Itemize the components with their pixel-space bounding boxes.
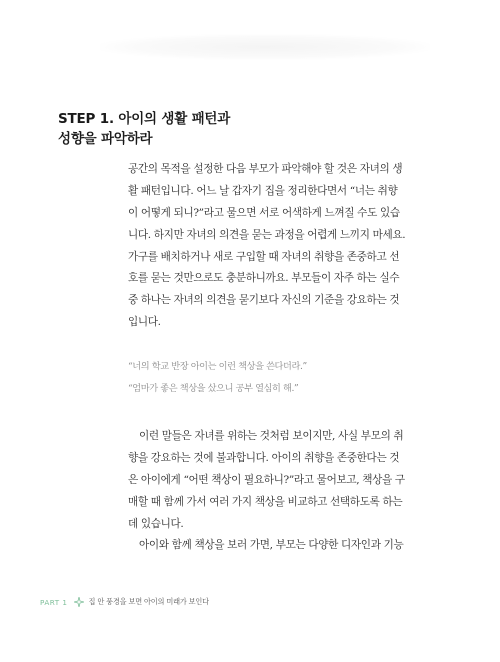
paragraph-line: 활 패턴입니다. 어느 날 갑자기 집을 정리한다면서 “너는 취향 (128, 184, 398, 197)
paragraph-line: 은 아이에게 “어떤 책상이 필요하니?”라고 물어보고, 책상을 구 (128, 473, 405, 486)
paragraph-1 (128, 159, 446, 334)
paragraph-line: 중 하나는 자녀의 의견을 묻기보다 자신의 기준을 강요하는 것 (128, 294, 400, 307)
paragraph-line: 공간의 목적을 설정한 다음 부모가 파악해야 할 것은 자녀의 생 (128, 163, 403, 175)
section-heading-line1: STEP 1. 아이의 생활 패턴과 (58, 111, 231, 127)
sparkle-icon (74, 597, 84, 607)
quote-2: “엄마가 좋은 책상을 샀으니 공부 열심히 해.” (128, 383, 299, 394)
paragraph-line: 호를 묻는 것만으로도 충분하니까요. 부모들이 자주 하는 실수 (128, 272, 400, 285)
paragraph-line: 매할 때 함께 가서 여러 가지 책상을 비교하고 선택하도록 하는 (128, 495, 403, 508)
paragraph-line: 가구를 배치하거나 새로 구입할 때 자녀의 취향을 존중하고 선 (128, 250, 400, 263)
page-top-shadow (100, 34, 430, 60)
quote-1: “너의 학교 반장 아이는 이런 책상을 쓴다더라.” (128, 361, 307, 372)
paragraph-line: 아이와 함께 책상을 보러 가면, 부모는 다양한 디자인과 기능 (139, 539, 404, 552)
paragraph-line: 이 어떻게 되니?”라고 물으면 서로 어색하게 느껴질 수도 있습 (128, 206, 400, 219)
footer-part-label: PART 1 (40, 597, 68, 607)
section-heading-line2: 성향을 파악하라 (58, 131, 153, 147)
paragraph-2 (128, 425, 446, 556)
page-footer (40, 597, 209, 607)
footer-chapter-title: 집 안 풍경을 보면 아이의 미래가 보인다 (88, 597, 209, 606)
paragraph-line: 데 있습니다. (128, 517, 184, 530)
paragraph-line: 입니다. (128, 316, 161, 329)
paragraph-line: 니다. 하지만 자녀의 의견을 묻는 과정을 어렵게 느끼지 마세요. (128, 228, 406, 241)
paragraph-line: 이런 말들은 자녀를 위하는 것처럼 보이지만, 사실 부모의 취 (139, 430, 404, 442)
paragraph-line: 향을 강요하는 것에 불과합니다. 아이의 취향을 존중한다는 것 (128, 451, 400, 464)
